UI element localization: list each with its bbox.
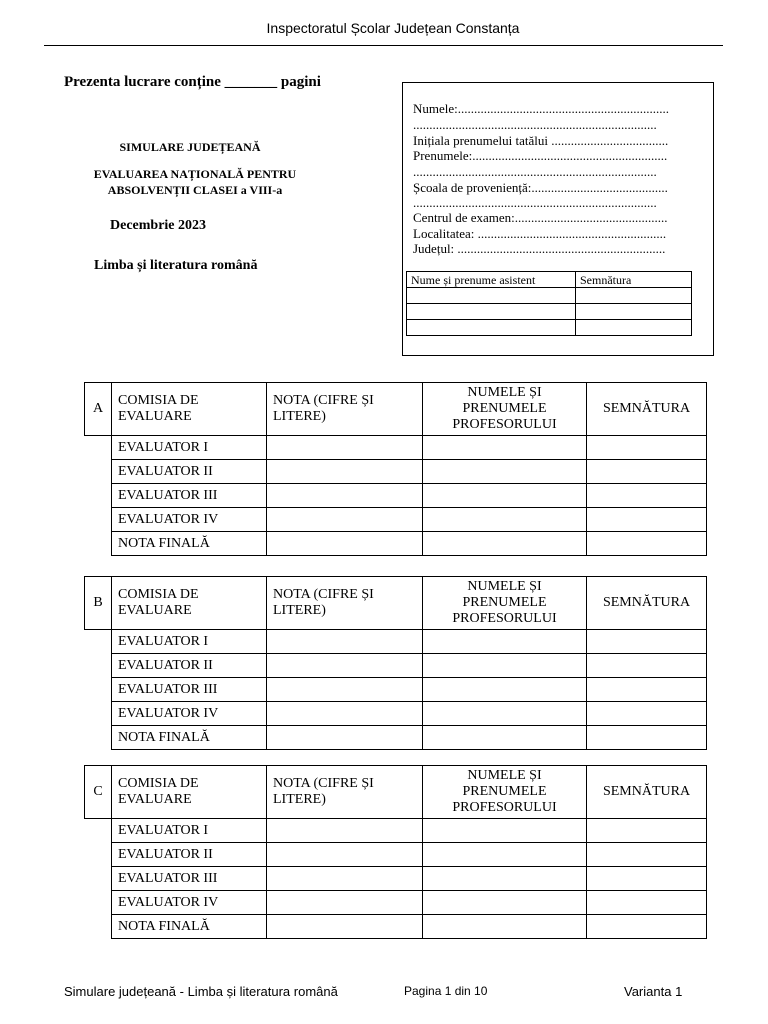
evaluator-label: EVALUATOR II xyxy=(112,460,267,484)
evaluator-label: EVALUATOR III xyxy=(112,484,267,508)
signature-cell[interactable] xyxy=(587,460,707,484)
evaluator-label: EVALUATOR IV xyxy=(112,702,267,726)
grade-cell[interactable] xyxy=(267,460,423,484)
signature-cell[interactable] xyxy=(587,678,707,702)
header-teacher-name: NUMELE ȘI PRENUMELE PROFESORULUI xyxy=(423,383,587,436)
candidate-field-school-continued[interactable]: ........................................................................... xyxy=(413,195,657,210)
header-commission: COMISIA DE EVALUARE xyxy=(112,766,267,819)
grade-cell[interactable] xyxy=(267,654,423,678)
teacher-cell[interactable] xyxy=(423,484,587,508)
assistant-name-header: Nume și prenume asistent xyxy=(407,272,576,288)
evaluator-label: EVALUATOR I xyxy=(112,436,267,460)
assistant-table xyxy=(406,271,692,336)
page-count-line: Prezenta lucrare conține _______ pagini xyxy=(64,74,321,90)
signature-cell[interactable] xyxy=(587,867,707,891)
header-signature: SEMNĂTURA xyxy=(587,383,707,436)
header-teacher-name: NUMELE ȘI PRENUMELE PROFESORULUI xyxy=(423,766,587,819)
teacher-cell[interactable] xyxy=(423,532,587,556)
header-grade: NOTA (CIFRE ȘI LITERE) xyxy=(267,577,423,630)
candidate-field-first-name-continued[interactable]: ........................................................................... xyxy=(413,164,657,179)
evaluator-label: EVALUATOR III xyxy=(112,678,267,702)
signature-cell[interactable] xyxy=(587,702,707,726)
candidate-field-father-initial[interactable]: Inițiala prenumelui tatălui .................................... xyxy=(413,133,669,148)
signature-cell[interactable] xyxy=(587,843,707,867)
teacher-cell[interactable] xyxy=(423,630,587,654)
teacher-cell[interactable] xyxy=(423,867,587,891)
header-teacher-name: NUMELE ȘI PRENUMELE PROFESORULUI xyxy=(423,577,587,630)
header-grade: NOTA (CIFRE ȘI LITERE) xyxy=(267,766,423,819)
final-grade-label: NOTA FINALĂ xyxy=(112,532,267,556)
grade-cell[interactable] xyxy=(267,915,423,939)
signature-cell[interactable] xyxy=(587,508,707,532)
exam-date: Decembrie 2023 xyxy=(110,218,207,233)
grade-cell[interactable] xyxy=(267,484,423,508)
grade-cell[interactable] xyxy=(267,436,423,460)
table-letter: C xyxy=(85,766,112,819)
evaluator-label: EVALUATOR III xyxy=(112,867,267,891)
candidate-field-name-continued[interactable]: ........................................................................... xyxy=(413,117,657,132)
teacher-cell[interactable] xyxy=(423,702,587,726)
header-signature: SEMNĂTURA xyxy=(587,577,707,630)
assistant-signature-cell[interactable] xyxy=(576,304,692,320)
candidate-field-school[interactable]: Școala de proveniență:.......................................... xyxy=(413,180,668,195)
candidate-field-locality[interactable]: Localitatea: .......................................................... xyxy=(413,226,667,241)
signature-cell[interactable] xyxy=(587,436,707,460)
grade-cell[interactable] xyxy=(267,630,423,654)
letter-column-spacer xyxy=(85,630,112,750)
teacher-cell[interactable] xyxy=(423,508,587,532)
final-grade-label: NOTA FINALĂ xyxy=(112,915,267,939)
teacher-cell[interactable] xyxy=(423,819,587,843)
letter-column-spacer xyxy=(85,436,112,556)
header-commission: COMISIA DE EVALUARE xyxy=(112,577,267,630)
exam-subject: Limba și literatura română xyxy=(94,258,258,273)
evaluator-label: EVALUATOR II xyxy=(112,843,267,867)
assistant-signature-cell[interactable] xyxy=(576,288,692,304)
evaluator-label: EVALUATOR II xyxy=(112,654,267,678)
signature-cell[interactable] xyxy=(587,819,707,843)
evaluation-table-b xyxy=(84,576,707,750)
assistant-name-cell[interactable] xyxy=(407,304,576,320)
grade-cell[interactable] xyxy=(267,891,423,915)
table-letter: A xyxy=(85,383,112,436)
evaluation-title xyxy=(70,166,320,198)
grade-cell[interactable] xyxy=(267,678,423,702)
candidate-info-box xyxy=(402,82,714,356)
grade-cell[interactable] xyxy=(267,726,423,750)
evaluation-table-a xyxy=(84,382,707,556)
teacher-cell[interactable] xyxy=(423,843,587,867)
signature-cell[interactable] xyxy=(587,532,707,556)
teacher-cell[interactable] xyxy=(423,678,587,702)
teacher-cell[interactable] xyxy=(423,460,587,484)
evaluation-title-line-1: EVALUAREA NAȚIONALĂ PENTRU xyxy=(93,167,297,181)
candidate-field-first-name[interactable]: Prenumele:............................................................ xyxy=(413,148,668,163)
header-grade: NOTA (CIFRE ȘI LITERE) xyxy=(267,383,423,436)
teacher-cell[interactable] xyxy=(423,915,587,939)
signature-cell[interactable] xyxy=(587,726,707,750)
teacher-cell[interactable] xyxy=(423,654,587,678)
page-header-title: Inspectoratul Școlar Județean Constanța xyxy=(266,20,520,36)
grade-cell[interactable] xyxy=(267,867,423,891)
grade-cell[interactable] xyxy=(267,532,423,556)
signature-cell[interactable] xyxy=(587,654,707,678)
header-signature: SEMNĂTURA xyxy=(587,766,707,819)
assistant-name-cell[interactable] xyxy=(407,288,576,304)
signature-cell[interactable] xyxy=(587,630,707,654)
teacher-cell[interactable] xyxy=(423,891,587,915)
candidate-field-county[interactable]: Județul: ................................................................ xyxy=(413,241,666,256)
grade-cell[interactable] xyxy=(267,843,423,867)
header-commission: COMISIA DE EVALUARE xyxy=(112,383,267,436)
grade-cell[interactable] xyxy=(267,702,423,726)
signature-cell[interactable] xyxy=(587,484,707,508)
table-letter: B xyxy=(85,577,112,630)
header-divider xyxy=(44,45,723,46)
evaluator-label: EVALUATOR I xyxy=(112,819,267,843)
assistant-name-cell[interactable] xyxy=(407,320,576,336)
footer-page-number: Pagina 1 din 10 xyxy=(404,984,488,998)
evaluator-label: EVALUATOR IV xyxy=(112,508,267,532)
assistant-signature-cell[interactable] xyxy=(576,320,692,336)
letter-column-spacer xyxy=(85,819,112,939)
grade-cell[interactable] xyxy=(267,819,423,843)
simulation-title: SIMULARE JUDEȚEANĂ xyxy=(119,140,261,154)
candidate-field-exam-center[interactable]: Centrul de examen:............................................... xyxy=(413,210,668,225)
teacher-cell[interactable] xyxy=(423,436,587,460)
evaluator-label: EVALUATOR I xyxy=(112,630,267,654)
teacher-cell[interactable] xyxy=(423,726,587,750)
assistant-signature-header: Semnătura xyxy=(576,272,692,288)
candidate-field-name[interactable]: Numele:................................................................. xyxy=(413,101,670,116)
footer-left: Simulare județeană - Limba și literatura română xyxy=(64,984,338,999)
footer-variant: Varianta 1 xyxy=(624,984,683,999)
grade-cell[interactable] xyxy=(267,508,423,532)
evaluation-title-line-2: ABSOLVENȚII CLASEI a VIII-a xyxy=(107,183,283,197)
signature-cell[interactable] xyxy=(587,891,707,915)
evaluator-label: EVALUATOR IV xyxy=(112,891,267,915)
evaluation-table-c xyxy=(84,765,707,939)
signature-cell[interactable] xyxy=(587,915,707,939)
final-grade-label: NOTA FINALĂ xyxy=(112,726,267,750)
